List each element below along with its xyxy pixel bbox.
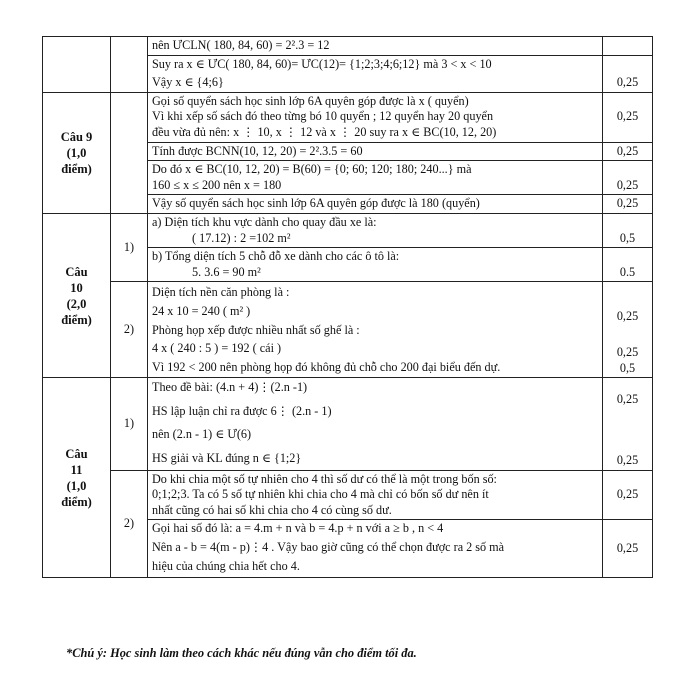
q10-row-3 bbox=[43, 282, 653, 378]
q10-row-1 bbox=[43, 213, 653, 247]
q9-score-2: 0,25 bbox=[603, 142, 653, 161]
q11-label-line: điểm) bbox=[61, 494, 92, 509]
q10-line: a) Diện tích khu vực dành cho quay đầu xe là: bbox=[152, 214, 377, 229]
q9-label bbox=[43, 92, 111, 213]
q9-answer-3 bbox=[148, 161, 603, 195]
q10-answer-1a bbox=[148, 213, 603, 247]
q10-line: 4 x ( 240 : 5 ) = 192 ( cái ) bbox=[152, 341, 282, 356]
q9-line: đều vừa đủ nên: x ⋮ 10, x ⋮ 12 và x ⋮ 20 suy ra x ∈ BC(10, 12, 20) bbox=[152, 124, 497, 139]
q10-line: b) Tổng diện tích 5 chỗ đỗ xe dành cho các ô tô là: bbox=[152, 249, 400, 264]
q11-scores-1 bbox=[603, 378, 653, 470]
q9-label-line: (1,0 bbox=[66, 145, 87, 160]
q11-line: nên (2.n - 1) ∈ Ư(6) bbox=[152, 427, 252, 442]
q11-part-1: 1) bbox=[111, 378, 148, 470]
q10-answer-1b bbox=[148, 248, 603, 282]
q9-answer-4 bbox=[148, 195, 603, 214]
q11-line: hiệu của chúng chia hết cho 4. bbox=[152, 558, 300, 573]
q10-line: 24 x 10 = 240 ( m² ) bbox=[152, 303, 251, 318]
q9-answer-2 bbox=[148, 142, 603, 161]
q8-line: Suy ra x ∈ ƯC( 180, 84, 60)= ƯC(12)= {1;2;3;4;6;12} mà 3 < x < 10 bbox=[152, 56, 492, 71]
q10-score-1a: 0,5 bbox=[603, 213, 653, 247]
q10-scores-2 bbox=[603, 282, 653, 378]
q11-line: HS giải và KL đúng n ∈ {1;2} bbox=[152, 451, 302, 466]
q10-label bbox=[43, 213, 111, 377]
q9-label-line: Câu 9 bbox=[60, 129, 93, 144]
q9-score-4: 0,25 bbox=[603, 195, 653, 214]
q10-line: Vì 192 < 200 nên phòng họp đó không đủ chỗ cho 200 đại biểu đến dự. bbox=[152, 359, 501, 374]
q11-part-2: 2) bbox=[111, 470, 148, 578]
q9-line: Do đó x ∈ BC(10, 12, 20) = B(60) = {0; 60; 120; 180; 240...} mà bbox=[152, 162, 472, 177]
q8-score: 0,25 bbox=[603, 55, 653, 92]
q10-line: Diện tích nền căn phòng là : bbox=[152, 285, 290, 300]
q9-line: Gọi số quyển sách học sinh lớp 6A quyên góp được là x ( quyển) bbox=[152, 93, 469, 108]
q11-row-1 bbox=[43, 378, 653, 470]
q11-line: Theo đề bài: (4.n + 4)⋮(2.n -1) bbox=[152, 380, 308, 395]
q10-part-2: 2) bbox=[111, 282, 148, 378]
q8-answer-2 bbox=[148, 55, 603, 92]
q11-line: 0;1;2;3. Ta có 5 số tự nhiên khi chia cho 4 mà chỉ có bốn số dư nên ít bbox=[152, 487, 489, 502]
q11-line: Do khi chia một số tự nhiên cho 4 thì số dư có thể là một trong bốn số: bbox=[152, 471, 497, 486]
q9-line: 160 ≤ x ≤ 200 nên x = 180 bbox=[152, 177, 282, 192]
q11-line: Gọi hai số đó là: a = 4.m + n và b = 4.p + n với a ≥ b , n < 4 bbox=[152, 521, 444, 536]
q10-line: Phòng họp xếp được nhiều nhất số ghế là : bbox=[152, 322, 360, 337]
q10-part-1: 1) bbox=[111, 213, 148, 281]
q9-label-line: điểm) bbox=[61, 161, 92, 176]
q10-label-line: Câu bbox=[65, 264, 88, 279]
q10-score: 0,25 bbox=[616, 345, 639, 360]
q8-row-1 bbox=[43, 37, 653, 56]
q9-answer-1 bbox=[148, 92, 603, 142]
q11-answer-2a bbox=[148, 470, 603, 520]
footnote: *Chú ý: Học sinh làm theo cách khác nếu đúng vẫn cho điểm tối đa. bbox=[66, 646, 417, 660]
q10-label-line: 10 bbox=[70, 280, 83, 295]
q11-line: nhất cũng có hai số khi chia cho 4 có cùng số dư. bbox=[152, 502, 392, 517]
q9-part-cell bbox=[111, 92, 148, 213]
q10-score: 0,5 bbox=[619, 360, 636, 375]
q11-label-line: (1,0 bbox=[66, 478, 87, 493]
q11-score-2a: 0,25 bbox=[603, 470, 653, 520]
q11-row-2 bbox=[43, 470, 653, 520]
q8-line: nên ƯCLN( 180, 84, 60) = 2².3 = 12 bbox=[152, 38, 330, 52]
q11-label-line: Câu bbox=[65, 446, 88, 461]
q10-answer-2 bbox=[148, 282, 603, 378]
q10-line: ( 17.12) : 2 =102 m² bbox=[192, 230, 291, 245]
q11-answer-2b bbox=[148, 520, 603, 578]
q10-label-line: (2,0 bbox=[66, 296, 87, 311]
q10-score-1b: 0.5 bbox=[603, 248, 653, 282]
q11-score: 0,25 bbox=[616, 452, 639, 467]
q11-label-line: 11 bbox=[70, 462, 83, 477]
q11-score: 0,25 bbox=[616, 392, 639, 407]
q8-answer-1 bbox=[148, 37, 603, 56]
q11-label bbox=[43, 378, 111, 578]
q11-line: HS lập luận chỉ ra được 6⋮ (2.n - 1) bbox=[152, 403, 332, 418]
q11-line: Nên a - b = 4(m - p)⋮4 . Vậy bao giờ cũng có thể chọn được ra 2 số mà bbox=[152, 540, 505, 555]
q8-label-cell bbox=[43, 37, 111, 93]
q10-line: 5. 3.6 = 90 m² bbox=[192, 264, 261, 279]
q8-score-empty bbox=[603, 37, 653, 56]
q9-score-3: 0,25 bbox=[603, 161, 653, 195]
q8-part-cell bbox=[111, 37, 148, 93]
q10-label-line: điểm) bbox=[61, 312, 92, 327]
q8-line: Vậy x ∈ {4;6} bbox=[152, 75, 224, 90]
q11-answer-1 bbox=[148, 378, 603, 470]
q9-line: Tính được BCNN(10, 12, 20) = 2².3.5 = 60 bbox=[152, 143, 363, 158]
q9-line: Vậy số quyển sách học sinh lớp 6A quyên góp được là 180 (quyển) bbox=[152, 196, 480, 211]
q10-score: 0,25 bbox=[616, 308, 639, 323]
answer-key-table bbox=[42, 36, 653, 578]
q11-score-2b: 0,25 bbox=[603, 520, 653, 578]
q9-row-1 bbox=[43, 92, 653, 142]
q9-line: Vì khi xếp số sách đó theo từng bó 10 quyển ; 12 quyển hay 20 quyển bbox=[152, 109, 494, 124]
q9-score-1: 0,25 bbox=[603, 92, 653, 142]
